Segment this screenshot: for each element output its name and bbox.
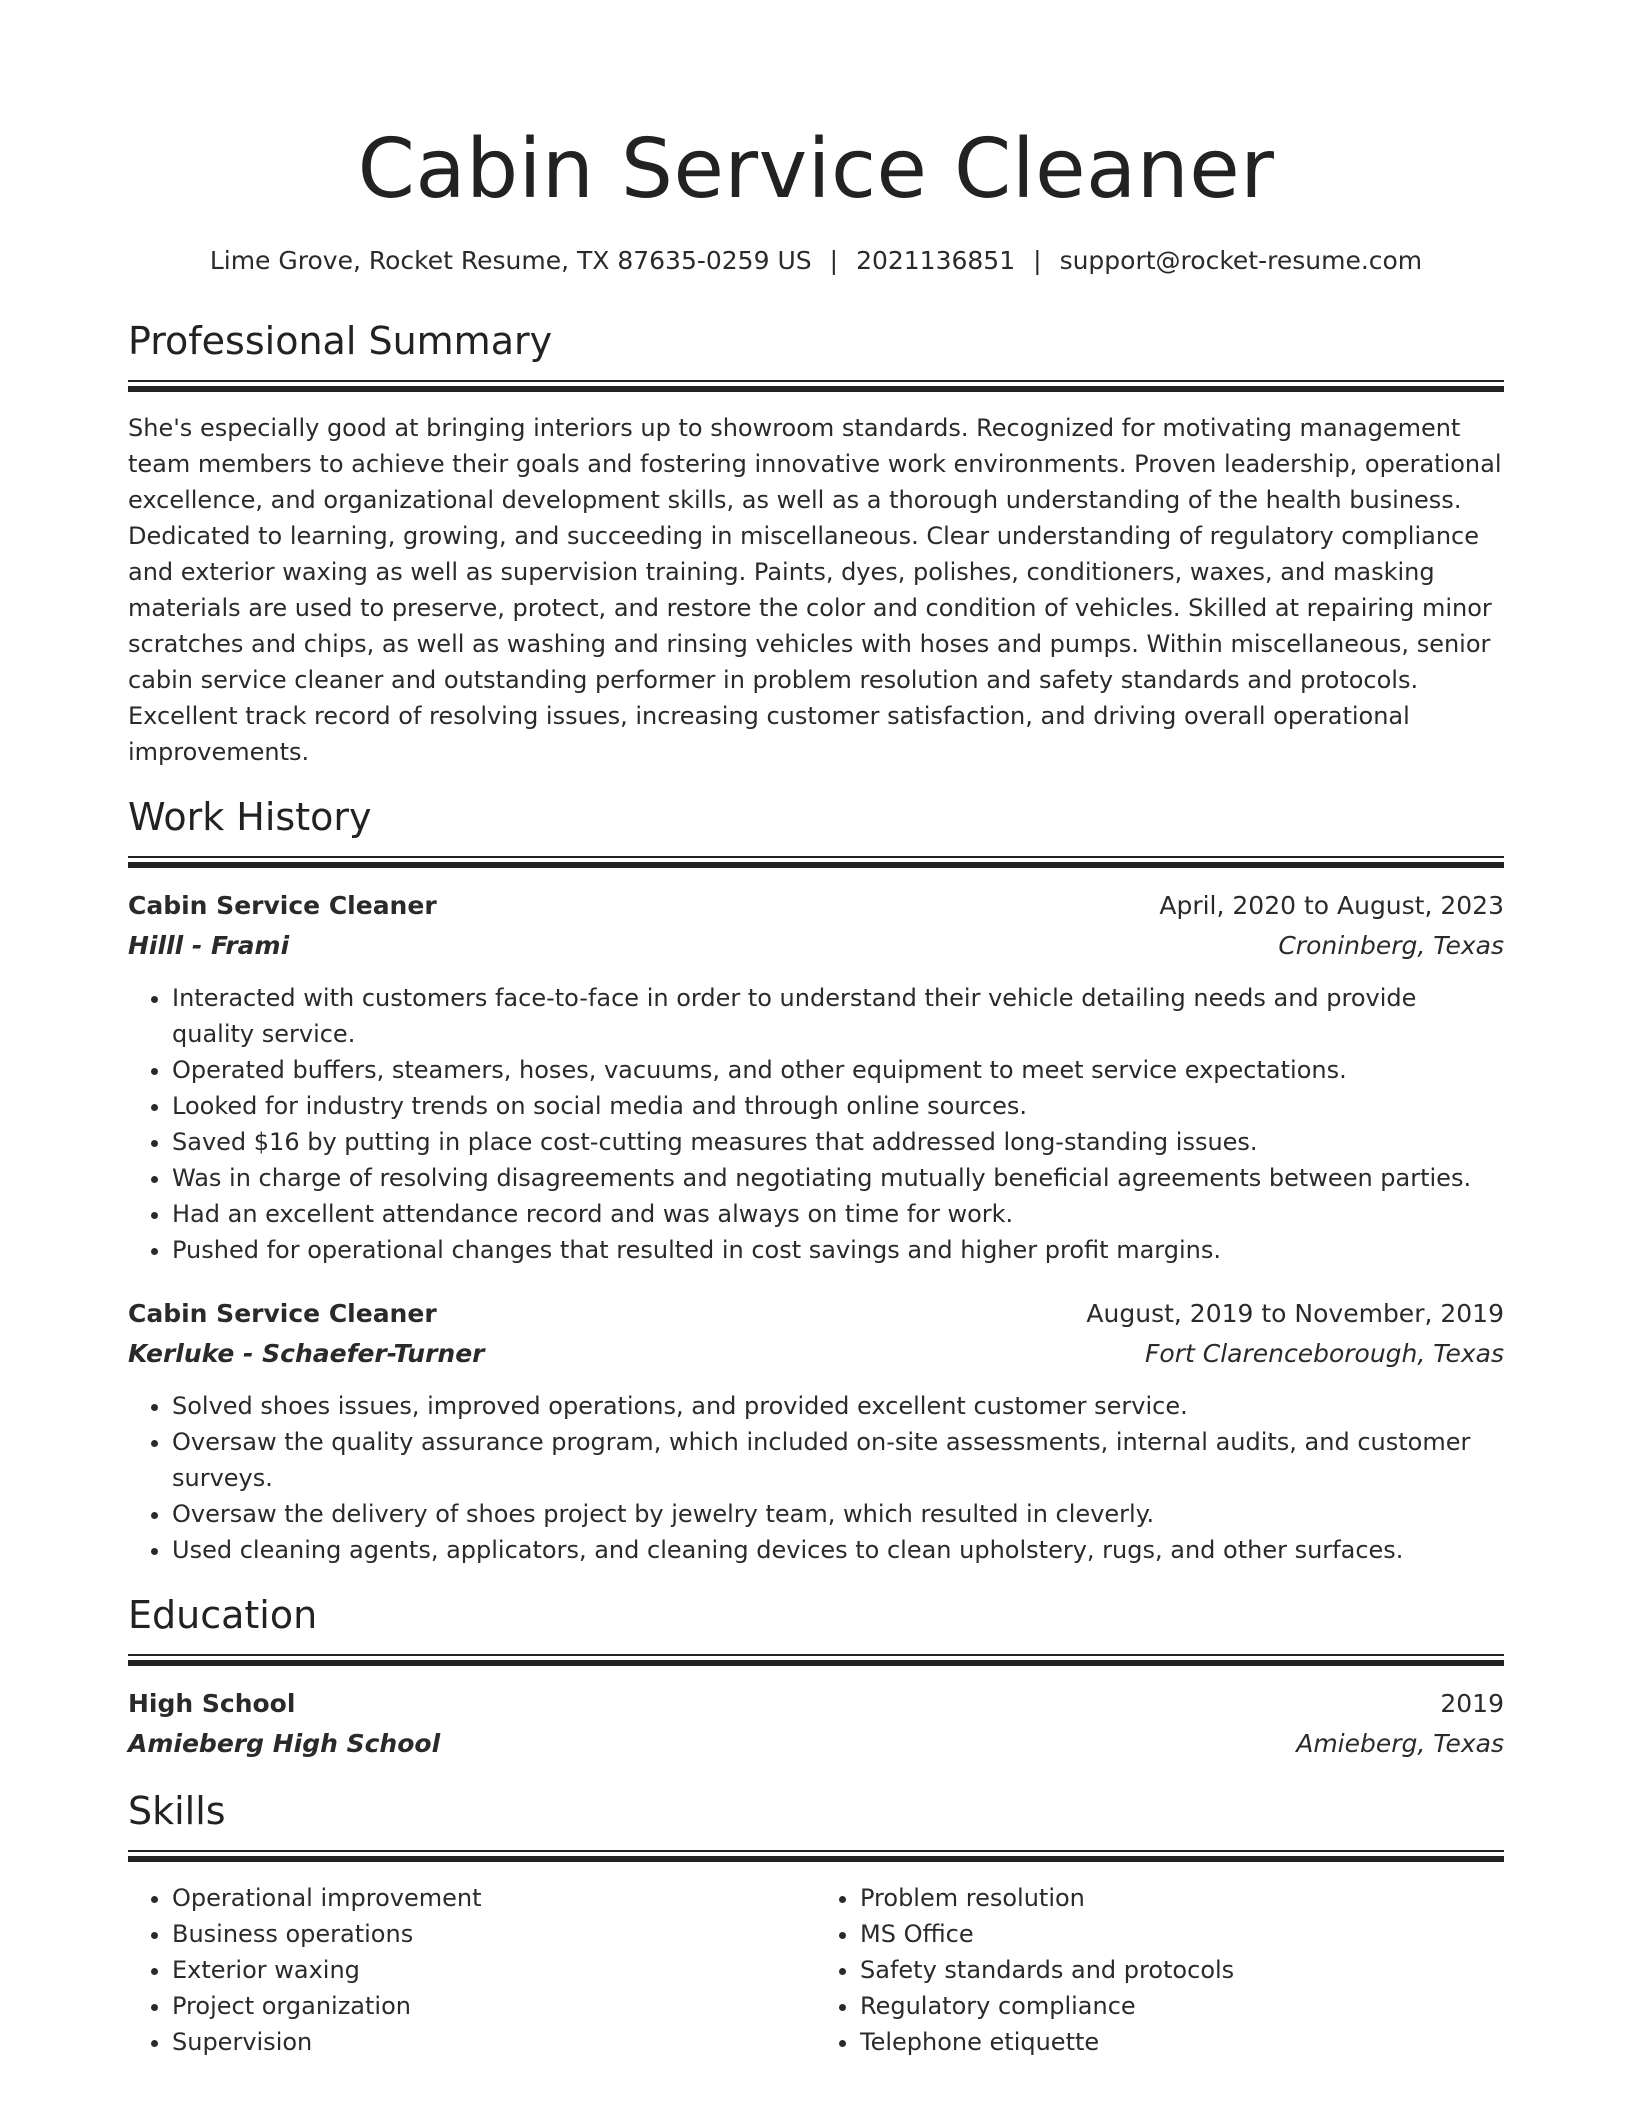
job-header (128, 1294, 1504, 1334)
list-item: • Safety standards and protocols (860, 1952, 1504, 1988)
skills-list-left (128, 1880, 816, 2060)
education-school: Amieberg High School (128, 1729, 441, 1758)
job-subheader (128, 1334, 1504, 1374)
section-education (128, 1590, 1504, 1764)
contact-phone: 2021136851 (856, 246, 1016, 275)
job-company: Hilll - Frami (128, 931, 290, 960)
job-location: Fort Clarenceborough, Texas (1145, 1339, 1504, 1368)
section-title-skills: Skills (128, 1789, 226, 1833)
contact-separator: | (829, 246, 839, 275)
list-item: • Operated buffers, steamers, hoses, vacuums, and other equipment to meet service expectations. (172, 1052, 1504, 1088)
education-subheader (128, 1724, 1504, 1764)
list-item: • Regulatory compliance (860, 1988, 1504, 2024)
section-divider (128, 856, 1504, 868)
job-dates: August, 2019 to November, 2019 (1086, 1299, 1504, 1328)
job-subheader (128, 926, 1504, 966)
list-item: • Business operations (172, 1916, 816, 1952)
job-title: Cabin Service Cleaner (128, 891, 437, 920)
education-degree: High School (128, 1689, 296, 1718)
contact-separator: | (1033, 246, 1042, 275)
list-item: • Telephone etiquette (860, 2024, 1504, 2060)
section-title-work: Work History (128, 795, 372, 839)
list-item: • Problem resolution (860, 1880, 1504, 1916)
education-header (128, 1684, 1504, 1724)
list-item: • Saved $16 by putting in place cost-cutting measures that addressed long-standing issues. (172, 1124, 1504, 1160)
list-item: • Supervision (172, 2024, 816, 2060)
resume-name: Cabin Service Cleaner (357, 122, 1275, 217)
list-item: • Project organization (172, 1988, 816, 2024)
job-location: Croninberg, Texas (1278, 931, 1504, 960)
job-bullets (128, 1388, 1504, 1568)
section-work-history (128, 792, 1504, 1568)
contact-line (128, 244, 1504, 278)
job-dates: April, 2020 to August, 2023 (1159, 891, 1504, 920)
list-item: • Exterior waxing (172, 1952, 816, 1988)
section-skills (128, 1786, 1504, 2060)
list-item: • Oversaw the quality assurance program, which included on-site assessments, internal audits, and customer surveys. (172, 1424, 1504, 1496)
list-item: • Looked for industry trends on social media and through online sources. (172, 1088, 1504, 1124)
job-bullets (128, 980, 1504, 1268)
section-divider (128, 1654, 1504, 1666)
list-item: • Pushed for operational changes that resulted in cost savings and higher profit margins. (172, 1232, 1504, 1268)
job-title: Cabin Service Cleaner (128, 1299, 437, 1328)
section-title-summary: Professional Summary (128, 319, 553, 363)
job-header (128, 886, 1504, 926)
list-item: • Oversaw the delivery of shoes project by jewelry team, which resulted in cleverly. (172, 1496, 1504, 1532)
section-divider (128, 380, 1504, 392)
list-item: • Interacted with customers face-to-face in order to understand their vehicle detailing needs and provide quality service. (172, 980, 1504, 1052)
list-item: • Operational improvement (172, 1880, 816, 1916)
skills-columns (128, 1880, 1504, 2060)
education-year: 2019 (1440, 1689, 1504, 1718)
list-item: • Used cleaning agents, applicators, and cleaning devices to clean upholstery, rugs, and other surfaces. (172, 1532, 1504, 1568)
section-title-education: Education (128, 1593, 318, 1637)
list-item: • Solved shoes issues, improved operations, and provided excellent customer service. (172, 1388, 1504, 1424)
list-item: • Was in charge of resolving disagreements and negotiating mutually beneficial agreements between parties. (172, 1160, 1504, 1196)
summary-text: She's especially good at bringing interiors up to showroom standards. Recognized for motivating management team members to achieve their goals and fostering innovative work environments. Proven leadership, operational excellence, and organizational development skills, as well as a thorough understanding of the health business. Dedicated to learning, growing, and succeeding in miscellaneous. Clear understanding of regulatory compliance and exterior waxing as well as supervision training. Paints, dyes, polishes, conditioners, waxes, and masking materials are used to preserve, protect, and restore the color and condition of vehicles. Skilled at repairing minor scratches and chips, as well as washing and rinsing vehicles with hoses and pumps. Within miscellaneous, senior cabin service cleaner and outstanding performer in problem resolution and safety standards and protocols. Excellent track record of resolving issues, increasing customer satisfaction, and driving overall operational improvements. (128, 414, 1502, 766)
education-location: Amieberg, Texas (1296, 1729, 1504, 1758)
section-summary (128, 316, 1504, 770)
contact-email: support@rocket-resume.com (1059, 246, 1423, 275)
section-divider (128, 1850, 1504, 1862)
list-item: • Had an excellent attendance record and was always on time for work. (172, 1196, 1504, 1232)
list-item: • MS Office (860, 1916, 1504, 1952)
contact-address: Lime Grove, Rocket Resume, TX 87635-0259 US (209, 246, 812, 275)
job-entry (128, 886, 1504, 1268)
job-company: Kerluke - Schaefer-Turner (128, 1339, 485, 1368)
job-entry (128, 1294, 1504, 1568)
skills-list-right (816, 1880, 1504, 2060)
